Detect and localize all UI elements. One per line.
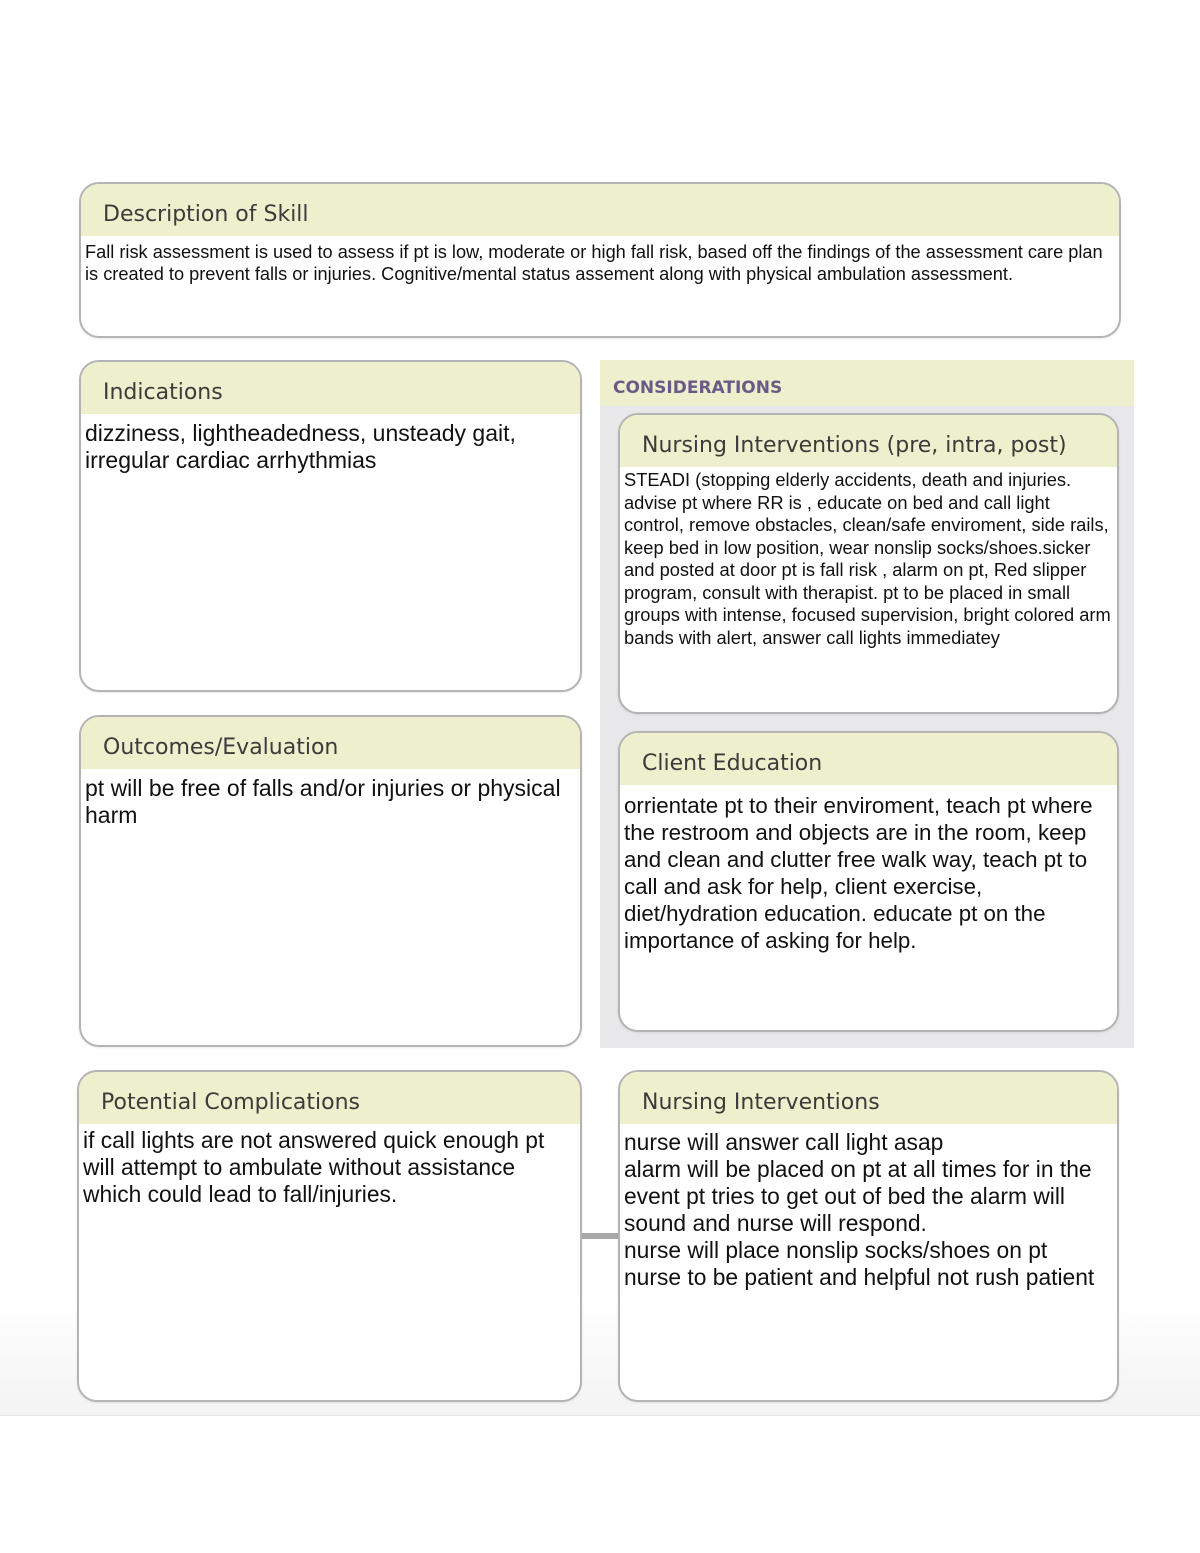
- nursing-interventions-header: Nursing Interventions: [620, 1072, 1117, 1124]
- nursing-interventions-box: [618, 1070, 1119, 1402]
- connector-line: [582, 1233, 618, 1239]
- indications-box: [79, 360, 582, 692]
- nursing-intervention-line: nurse will place nonslip socks/shoes on pt: [624, 1237, 1048, 1263]
- indications-text: dizziness, lightheadedness, unsteady gait, irregular cardiac arrhythmias: [85, 420, 516, 473]
- description-of-skill-box: [79, 182, 1121, 338]
- nursing-intervention-line: nurse to be patient and helpful not rush patient: [624, 1264, 1095, 1290]
- client-education-header: Client Education: [620, 733, 1117, 785]
- outcomes-evaluation-text: pt will be free of falls and/or injuries or physical harm: [85, 775, 561, 828]
- nursing-interventions-text: [620, 1124, 1117, 1291]
- nursing-interventions-pre-intra-post-text: STEADI (stopping elderly accidents, death and injuries. advise pt where RR is , educate on bed and call light control, remove obstacles, clean/safe enviroment, side rails, keep bed in low position, wear nonslip socks/shoes.sicker and posted at door pt is fall risk , alarm on pt, Red slipper program, consult with therapist. pt to be placed in small groups with intense, focused supervision, bright colored arm bands with alert, answer call lights immediatey: [624, 469, 1111, 648]
- nursing-intervention-line: alarm will be placed on pt at all times for in the event pt tries to get out of bed the alarm will sound and nurse will respond.: [624, 1156, 1092, 1236]
- client-education-text: orrientate pt to their enviroment, teach pt where the restroom and objects are in the room, keep and clean and clutter free walk way, teach pt to call and ask for help, client exercise, diet/hydration education. educate pt on the importance of asking for help.: [624, 793, 1093, 953]
- potential-complications-box: [77, 1070, 582, 1402]
- page-bottom-edge: [0, 1415, 1200, 1416]
- nursing-intervention-line: nurse will answer call light asap: [624, 1129, 944, 1155]
- outcomes-evaluation-box: [79, 715, 582, 1047]
- description-of-skill-header: Description of Skill: [81, 184, 1119, 236]
- potential-complications-header: Potential Complications: [79, 1072, 580, 1124]
- nursing-interventions-pre-intra-post-header: Nursing Interventions (pre, intra, post): [620, 415, 1117, 467]
- nursing-interventions-pre-intra-post-box: [618, 413, 1119, 714]
- client-education-box: [618, 731, 1119, 1032]
- indications-header: Indications: [81, 362, 580, 414]
- description-of-skill-text: Fall risk assessment is used to assess if pt is low, moderate or high fall risk, based off the findings of the assessment care plan is created to prevent falls or injuries. Cognitive/mental status assement along with physical ambulation assessment.: [85, 242, 1103, 284]
- considerations-header: CONSIDERATIONS: [600, 360, 1134, 406]
- potential-complications-text: if call lights are not answered quick enough pt will attempt to ambulate without assistance which could lead to fall/injuries.: [83, 1127, 545, 1207]
- outcomes-evaluation-header: Outcomes/Evaluation: [81, 717, 580, 769]
